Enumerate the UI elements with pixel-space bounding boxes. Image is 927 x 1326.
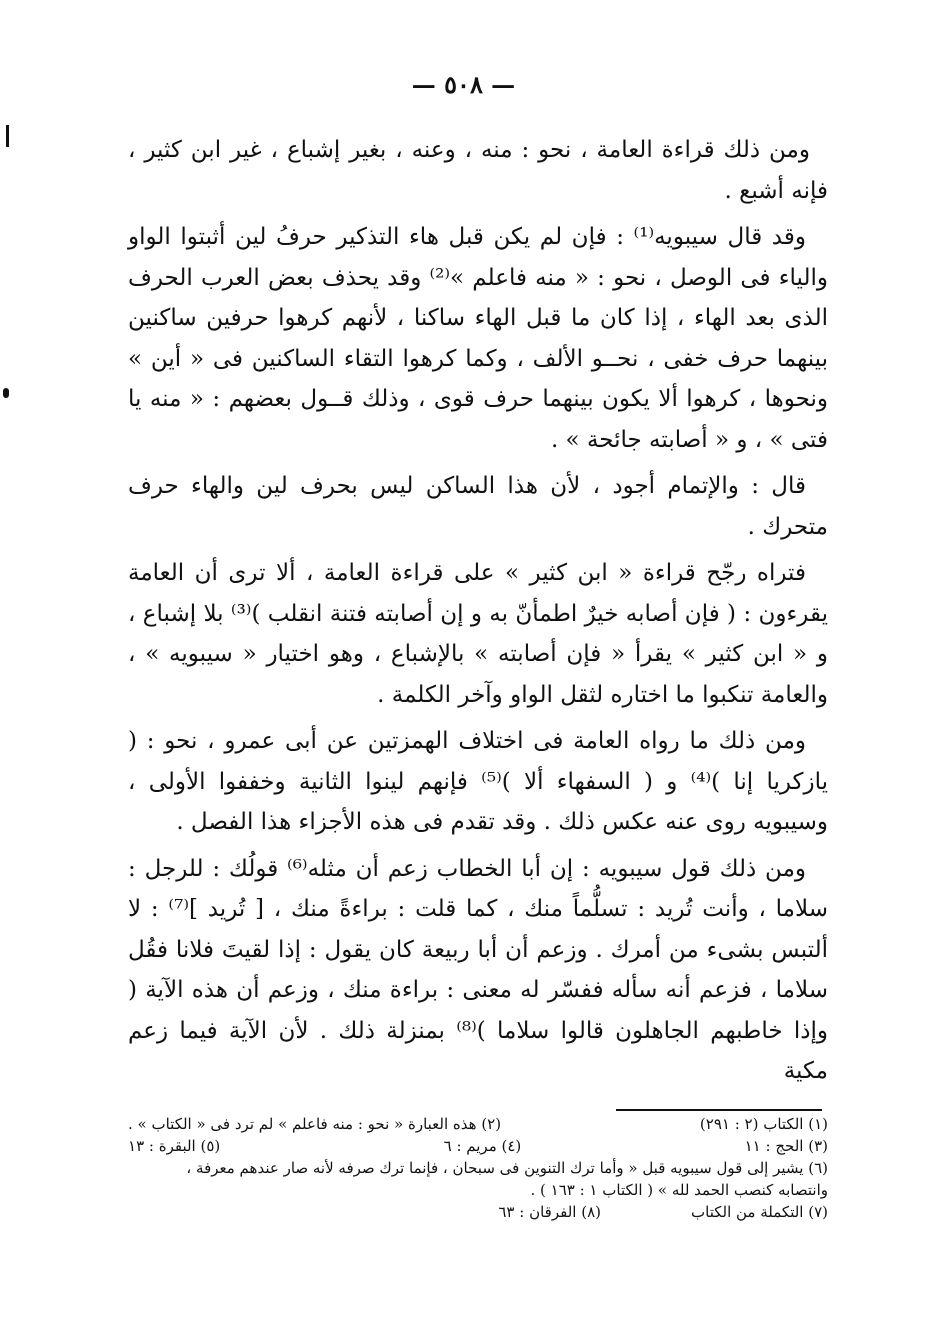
margin-mark [6, 125, 9, 147]
footnote-line [128, 1113, 828, 1135]
footnote: (٦) يشير إلى قول سيبويه قبل « وأما ترك التنوين فى سبحان ، فإنما ترك صرفه لأنه صار عندهم معرفة ، [186, 1159, 828, 1177]
footnote: وانتصابه كنصب الحمد لله » ( الكتاب ١ : ١٦٣ ) . [530, 1181, 828, 1199]
footnote: (٧) التكملة من الكتاب [691, 1203, 828, 1221]
main-text [128, 130, 828, 1098]
footnote: (٣) الحج : ١١ [744, 1137, 828, 1155]
footnote: (١) الكتاب (٢ : ٢٩١) [699, 1115, 828, 1133]
paragraph: وقد قال سيبويه⁽¹⁾ : فإن لم يكن قبل هاء التذكير حرفُ لين أثبتوا الواو والياء فى الوصل ، نحو : « منه فاعلم »⁽²⁾ وقد يحذف بعض العرب الحرف الذى بعد الهاء ، إذا كان ما قبل الهاء ساكنا ، لأنهم كرهوا حرفين ساكنين بينهما حرف خفى ، نحــو الألف ، وكما كرهوا التقاء الساكنين فى « أين » ونحوها ، كرهوا ألا يكون بينهما حرف قوى ، وذلك قــول بعضهم : « منه يا فتى » ، و « أصابته جائحة » . [128, 224, 828, 453]
margin-mark [3, 388, 9, 398]
footnote: (٨) الفرقان : ٦٣ [498, 1203, 601, 1221]
footnotes [128, 1113, 828, 1223]
paragraph: فتراه رجّح قراءة « ابن كثير » على قراءة العامة ، ألا ترى أن العامة يقرءون : ( فإن أصابه خيرٌ اطمأنّ به و إن أصابته فتنة انقلب )⁽³⁾ بلا إشباع ، و « ابن كثير » يقرأ « فإن أصابته » بالإشباع ، وهو اختيار « سيبويه » ، والعامة تنكبوا ما اختاره لثقل الواو وآخر الكلمة . [128, 560, 828, 708]
paragraph: ومن ذلك قراءة العامة ، نحو : منه ، وعنه ، بغير إشباع ، غير ابن كثير ، فإنه أشبع . [128, 137, 828, 204]
footnote-divider [616, 1109, 822, 1111]
footnote-line [128, 1135, 828, 1157]
footnote: (٢) هذه العبارة « نحو : منه فاعلم » لم ترد فى « الكتاب » . [128, 1115, 502, 1133]
paragraph: ومن ذلك ما رواه العامة فى اختلاف الهمزتين عن أبى عمرو ، نحو : ( يازكريا إنا )⁽⁴⁾ و ( السفهاء ألا )⁽⁵⁾ فإنهم لينوا الثانية وخففوا الأولى ، وسيبويه روى عنه عكس ذلك . وقد تقدم فى هذه الأجزاء هذا الفصل . [128, 728, 829, 835]
paragraph: ومن ذلك قول سيبويه : إن أبا الخطاب زعم أن مثله⁽⁶⁾ قولُك : للرجل : سلاما ، وأنت تُريد : تسلُّماً منك ، كما قلت : براءةً منك ، [ تُريد ]⁽⁷⁾ : لا ألتبس بشىء من أمرك . وزعم أن أبا ربيعة كان يقول : إذا لقيتَ فلانا فقُل سلاما ، فزعم أنه سأله ففسّر له معنى : براءة منك ، وزعم أن هذه الآية ( وإذا خاطبهم الجاهلون قالوا سلاما )⁽⁸⁾ بمنزلة ذلك . لأن الآية فيما زعم مكية [128, 855, 828, 1084]
footnote: (٥) البقرة : ١٣ [128, 1137, 221, 1155]
footnote-line [128, 1201, 828, 1223]
paragraph: قال : والإتمام أجود ، لأن هذا الساكن ليس بحرف لين والهاء حرف متحرك . [128, 473, 828, 540]
footnote: (٤) مريم : ٦ [443, 1137, 522, 1155]
page-number: — ٥٠٨ — [411, 70, 516, 99]
